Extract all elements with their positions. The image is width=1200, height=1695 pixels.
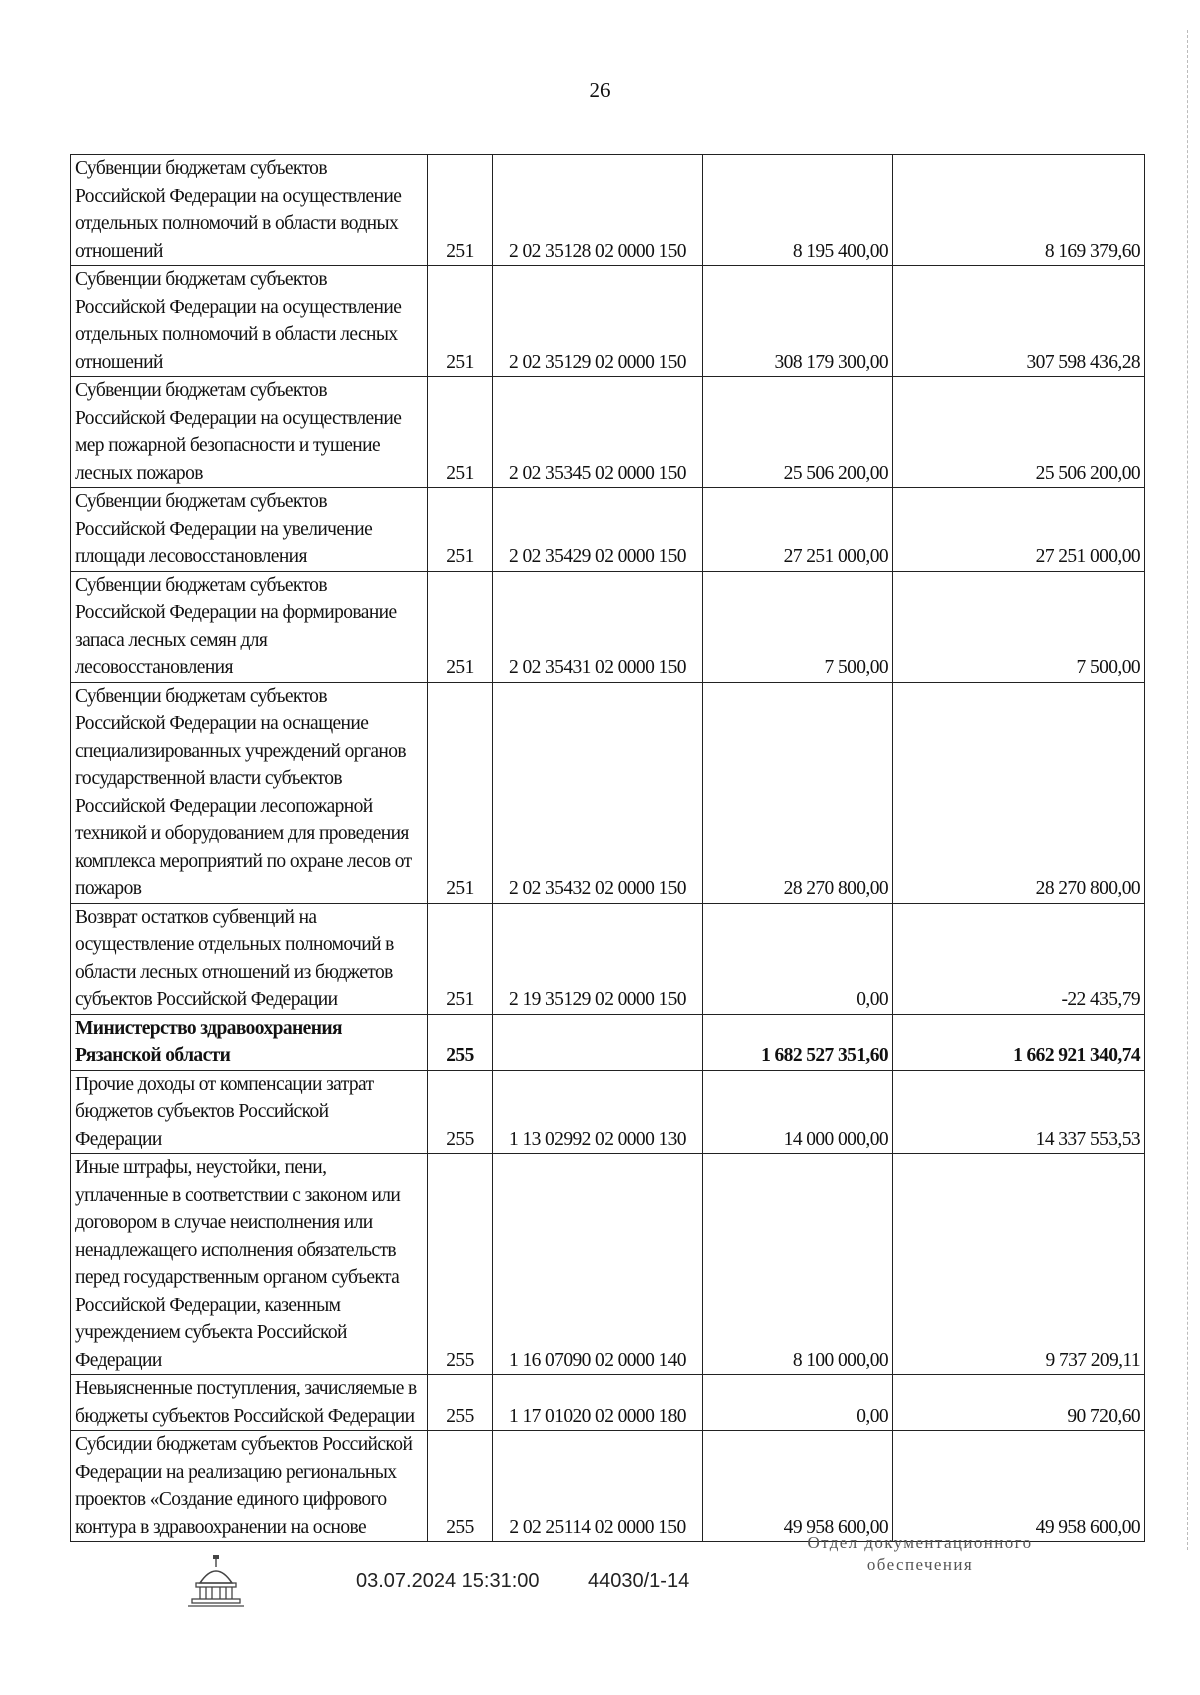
row-name-line: учреждением субъекта Российской [75, 1322, 347, 1343]
row-plan-amount: 28 270 800,00 [703, 682, 893, 903]
row-name [71, 266, 428, 377]
row-name-line: Субсидии бюджетам субъектов Российской [75, 1434, 413, 1455]
row-name [71, 1070, 428, 1154]
row-name-line: отношений [75, 240, 163, 262]
row-admin-code: 251 [428, 682, 493, 903]
row-name-line: договором в случае неисполнения или [75, 1212, 373, 1233]
row-fact-amount: -22 435,79 [893, 903, 1145, 1014]
row-name-line: техникой и оборудованием для проведения [75, 823, 409, 844]
row-name-line: государственной власти субъектов [75, 768, 342, 789]
row-name-line: Невыясненные поступления, зачисляемые в [75, 1378, 417, 1399]
row-plan-amount: 25 506 200,00 [703, 377, 893, 488]
table-row [71, 155, 1145, 266]
budget-table [70, 154, 1145, 1542]
stamp-line-2: обеспечения [866, 1555, 974, 1574]
row-fact-amount: 27 251 000,00 [893, 488, 1145, 572]
row-fact-amount: 28 270 800,00 [893, 682, 1145, 903]
page-number: 26 [589, 78, 611, 102]
row-name [71, 488, 428, 572]
row-name-line: Федерации [75, 1349, 162, 1371]
table-row [71, 1014, 1145, 1070]
row-admin-code: 255 [428, 1154, 493, 1375]
row-name-line: Возврат остатков субвенций на [75, 906, 317, 928]
row-name-line: Министерство здравоохранения [75, 1017, 342, 1039]
row-plan-amount: 14 000 000,00 [703, 1070, 893, 1154]
row-name [71, 903, 428, 1014]
row-name-line: специализированных учреждений органов [75, 740, 406, 762]
row-name-line: площади лесовосстановления [75, 546, 307, 567]
row-kbk-code: 2 02 35129 02 0000 150 [493, 266, 703, 377]
row-admin-code: 251 [428, 903, 493, 1014]
row-name-line: Рязанской области [75, 1045, 231, 1066]
row-name [71, 155, 428, 266]
row-admin-code: 255 [428, 1014, 493, 1070]
row-name-line: комплекса мероприятий по охране лесов от [75, 850, 412, 872]
row-name-line: пожаров [75, 878, 142, 899]
row-kbk-code: 1 16 07090 02 0000 140 [493, 1154, 703, 1375]
row-plan-amount: 7 500,00 [703, 571, 893, 682]
row-plan-amount: 27 251 000,00 [703, 488, 893, 572]
table-row [71, 266, 1145, 377]
row-fact-amount: 25 506 200,00 [893, 377, 1145, 488]
row-name [71, 1431, 428, 1542]
row-name-line: Субвенции бюджетам субъектов [75, 380, 327, 401]
row-fact-amount: 7 500,00 [893, 571, 1145, 682]
row-name-line: запаса лесных семян для [75, 629, 268, 651]
row-kbk-code: 2 02 35345 02 0000 150 [493, 377, 703, 488]
row-name-line: Российской Федерации на увеличение [75, 518, 373, 540]
table-row [71, 571, 1145, 682]
row-plan-amount: 49 958 600,00 [703, 1431, 893, 1542]
row-kbk-code: 2 02 35432 02 0000 150 [493, 682, 703, 903]
row-name-line: контура в здравоохранении на основе [75, 1516, 367, 1538]
row-name-line: Субвенции бюджетам субъектов [75, 491, 327, 512]
row-name [71, 571, 428, 682]
row-name [71, 682, 428, 903]
row-name-line: ненадлежащего исполнения обязательств [75, 1239, 396, 1261]
scan-edge-strip [1187, 30, 1190, 1550]
row-name-line: отдельных полномочий в области водных [75, 213, 399, 234]
footer-date: 03.07.2024 15:31:00 [356, 1570, 540, 1592]
row-name-line: области лесных отношений из бюджетов [75, 961, 393, 983]
row-kbk-code: 2 02 35128 02 0000 150 [493, 155, 703, 266]
row-fact-amount: 49 958 600,00 [893, 1431, 1145, 1542]
row-plan-amount: 0,00 [703, 903, 893, 1014]
department-stamp [770, 1532, 1070, 1576]
row-name-line: Российской Федерации, казенным [75, 1294, 341, 1316]
row-plan-amount: 1 682 527 351,60 [703, 1014, 893, 1070]
row-name-line: Российской Федерации на оснащение [75, 713, 369, 734]
row-name [71, 1375, 428, 1431]
row-plan-amount: 308 179 300,00 [703, 266, 893, 377]
row-name-line: мер пожарной безопасности и тушение [75, 435, 381, 456]
row-name-line: Федерации на реализацию региональных [75, 1461, 397, 1483]
row-name-line: лесовосстановления [75, 657, 233, 678]
row-name [71, 377, 428, 488]
row-name-line: отдельных полномочий в области лесных [75, 324, 398, 345]
row-name-line: уплаченные в соответствии с законом или [75, 1184, 401, 1206]
row-name-line: Российской Федерации на осуществление [75, 185, 402, 207]
row-name-line: отношений [75, 351, 163, 373]
row-name-line: Российской Федерации на осуществление [75, 407, 402, 429]
table-row [71, 377, 1145, 488]
duma-building-icon [186, 1553, 246, 1609]
footer-reg-number: 44030/1-14 [588, 1570, 690, 1592]
row-name-line: лесных пожаров [75, 462, 203, 484]
table-row [71, 903, 1145, 1014]
row-kbk-code: 2 02 25114 02 0000 150 [493, 1431, 703, 1542]
row-plan-amount: 8 195 400,00 [703, 155, 893, 266]
row-admin-code: 251 [428, 571, 493, 682]
table-row [71, 1070, 1145, 1154]
row-name-line: Субвенции бюджетам субъектов [75, 158, 327, 179]
row-plan-amount: 0,00 [703, 1375, 893, 1431]
row-name-line: Субвенции бюджетам субъектов [75, 574, 327, 596]
row-name-line: Федерации [75, 1128, 162, 1150]
row-name-line: Субвенции бюджетам субъектов [75, 269, 327, 290]
table-row [71, 1154, 1145, 1375]
table-row [71, 682, 1145, 903]
row-kbk-code: 2 02 35431 02 0000 150 [493, 571, 703, 682]
row-kbk-code [493, 1014, 703, 1070]
row-fact-amount: 8 169 379,60 [893, 155, 1145, 266]
row-name-line: проектов «Создание единого цифрового [75, 1489, 387, 1510]
row-name-line: осуществление отдельных полномочий в [75, 934, 394, 955]
row-kbk-code: 2 02 35429 02 0000 150 [493, 488, 703, 572]
row-fact-amount: 90 720,60 [893, 1375, 1145, 1431]
table-row [71, 1375, 1145, 1431]
row-plan-amount: 8 100 000,00 [703, 1154, 893, 1375]
row-fact-amount: 1 662 921 340,74 [893, 1014, 1145, 1070]
table-row [71, 488, 1145, 572]
row-fact-amount: 9 737 209,11 [893, 1154, 1145, 1375]
row-admin-code: 255 [428, 1431, 493, 1542]
row-name-line: Субвенции бюджетам субъектов [75, 685, 327, 707]
row-name-line: бюджетов субъектов Российской [75, 1101, 329, 1122]
row-name-line: Иные штрафы, неустойки, пени, [75, 1157, 327, 1178]
row-name-line: Российской Федерации на осуществление [75, 296, 402, 318]
row-kbk-code: 1 17 01020 02 0000 180 [493, 1375, 703, 1431]
row-fact-amount: 14 337 553,53 [893, 1070, 1145, 1154]
row-name-line: Российской Федерации лесопожарной [75, 795, 373, 817]
row-admin-code: 251 [428, 266, 493, 377]
row-name-line: бюджеты субъектов Российской Федерации [75, 1405, 415, 1427]
row-admin-code: 255 [428, 1375, 493, 1431]
row-name-line: субъектов Российской Федерации [75, 989, 338, 1010]
row-kbk-code: 2 19 35129 02 0000 150 [493, 903, 703, 1014]
row-name-line: перед государственным органом субъекта [75, 1267, 400, 1288]
row-admin-code: 251 [428, 377, 493, 488]
row-name [71, 1014, 428, 1070]
table-row [71, 1431, 1145, 1542]
row-name-line: Прочие доходы от компенсации затрат [75, 1073, 374, 1095]
row-fact-amount: 307 598 436,28 [893, 266, 1145, 377]
stamp-line-1: Отдел документационного [807, 1533, 1033, 1552]
row-name [71, 1154, 428, 1375]
row-name-line: Российской Федерации на формирование [75, 602, 397, 623]
row-admin-code: 251 [428, 155, 493, 266]
row-admin-code: 251 [428, 488, 493, 572]
row-admin-code: 255 [428, 1070, 493, 1154]
row-kbk-code: 1 13 02992 02 0000 130 [493, 1070, 703, 1154]
